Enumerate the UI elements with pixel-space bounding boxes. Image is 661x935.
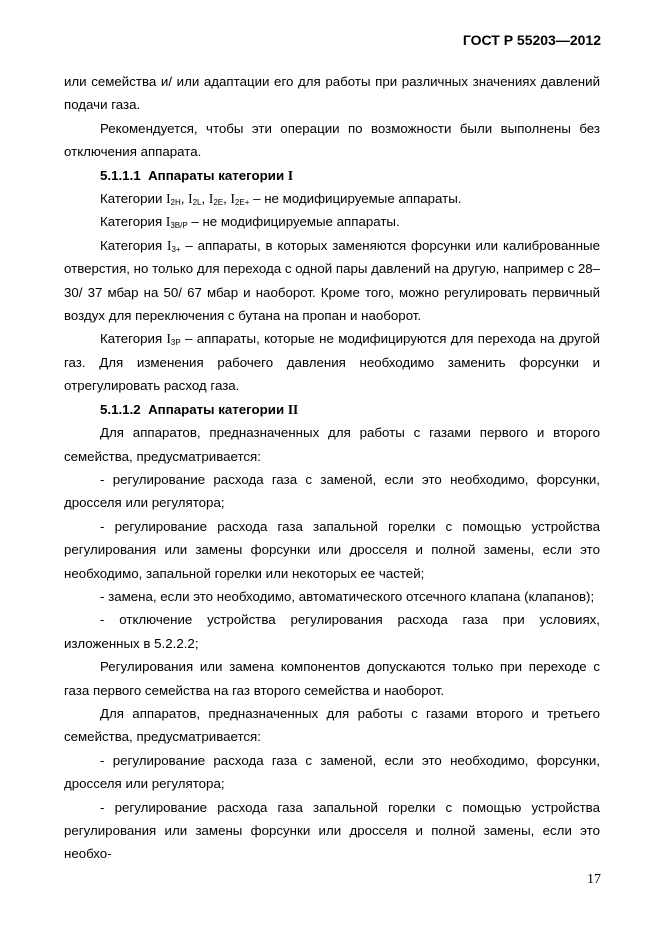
- section-heading: [64, 164, 600, 187]
- paragraph: Категории $I_{2H}$, $I_{2L}$, $I_{2E}$, $I_{2E+}$ – не модифицируемые аппараты.: [100, 191, 462, 208]
- paragraph: Категория $I_{3+}$ – аппараты, в которых заменяются форсунки или калиброванные отверстия, но только для перехода с одной пары давлений на другую, например с 28–30/ 37 мбар на 50/ 67 мбар и наоборот. Кроме того, можно регулировать первичный воздух для переключения с бутана на пропан и наоборот.: [64, 237, 600, 324]
- paragraph: Для аппаратов, предназначенных для работы с газами второго и третьего семейства, предусматривается:: [64, 705, 600, 745]
- section-title: Аппараты категории: [148, 401, 285, 417]
- list-item: - отключение устройства регулирования расхода газа при условиях, изложенных в 5.2.2.2;: [64, 612, 600, 651]
- paragraph: Категория $I_{3P}$ – аппараты, которые не модифицируются для перехода на другой газ. Для изменения рабочего давления необходимо заменить форсунки и отрегулировать расход газа.: [64, 331, 600, 394]
- category-roman: II: [287, 401, 299, 417]
- section-title: Аппараты категории: [148, 167, 285, 183]
- list-item: - регулирование расхода газа с заменой, если это необходимо, форсунки, дросселя или регулятора;: [64, 471, 600, 511]
- section-number: 5.1.1.1: [100, 167, 141, 183]
- paragraph: Для аппаратов, предназначенных для работы с газами первого и второго семейства, предусматривается:: [64, 425, 600, 464]
- paragraph: Рекомендуется, чтобы эти операции по возможности были выполнены без отключения аппарата.: [64, 120, 600, 160]
- list-item: - регулирование расхода газа запальной горелки с помощью устройства регулирования или замены форсунки или дросселя и полной замены, если это необходимо, запальной горелки или некоторых ее частей;: [64, 518, 600, 581]
- list-item: - замена, если это необходимо, автоматического отсечного клапана (клапанов);: [100, 588, 595, 604]
- section-number: 5.1.1.2: [100, 401, 141, 417]
- section-heading: [64, 398, 600, 421]
- paragraph: или семейства и/ или адаптации его для работы при различных значениях давлений подачи газа.: [64, 74, 600, 113]
- list-item: - регулирование расхода газа запальной горелки с помощью устройства регулирования или замены форсунки или дросселя и полной замены, если это необхо-: [64, 799, 600, 862]
- document-header: ГОСТ Р 55203—2012: [462, 32, 601, 48]
- list-item: - регулирование расхода газа с заменой, если это необходимо, форсунки, дросселя или регулятора;: [64, 752, 600, 792]
- category-roman: I: [287, 167, 294, 183]
- page-body: [64, 70, 600, 866]
- paragraph: Категория $I_{3B/P}$ – не модифицируемые аппараты.: [100, 214, 400, 231]
- page-number: 17: [587, 872, 601, 887]
- paragraph: Регулирования или замена компонентов допускаются только при переходе с газа первого семейства на газ второго семейства и наоборот.: [64, 659, 600, 698]
